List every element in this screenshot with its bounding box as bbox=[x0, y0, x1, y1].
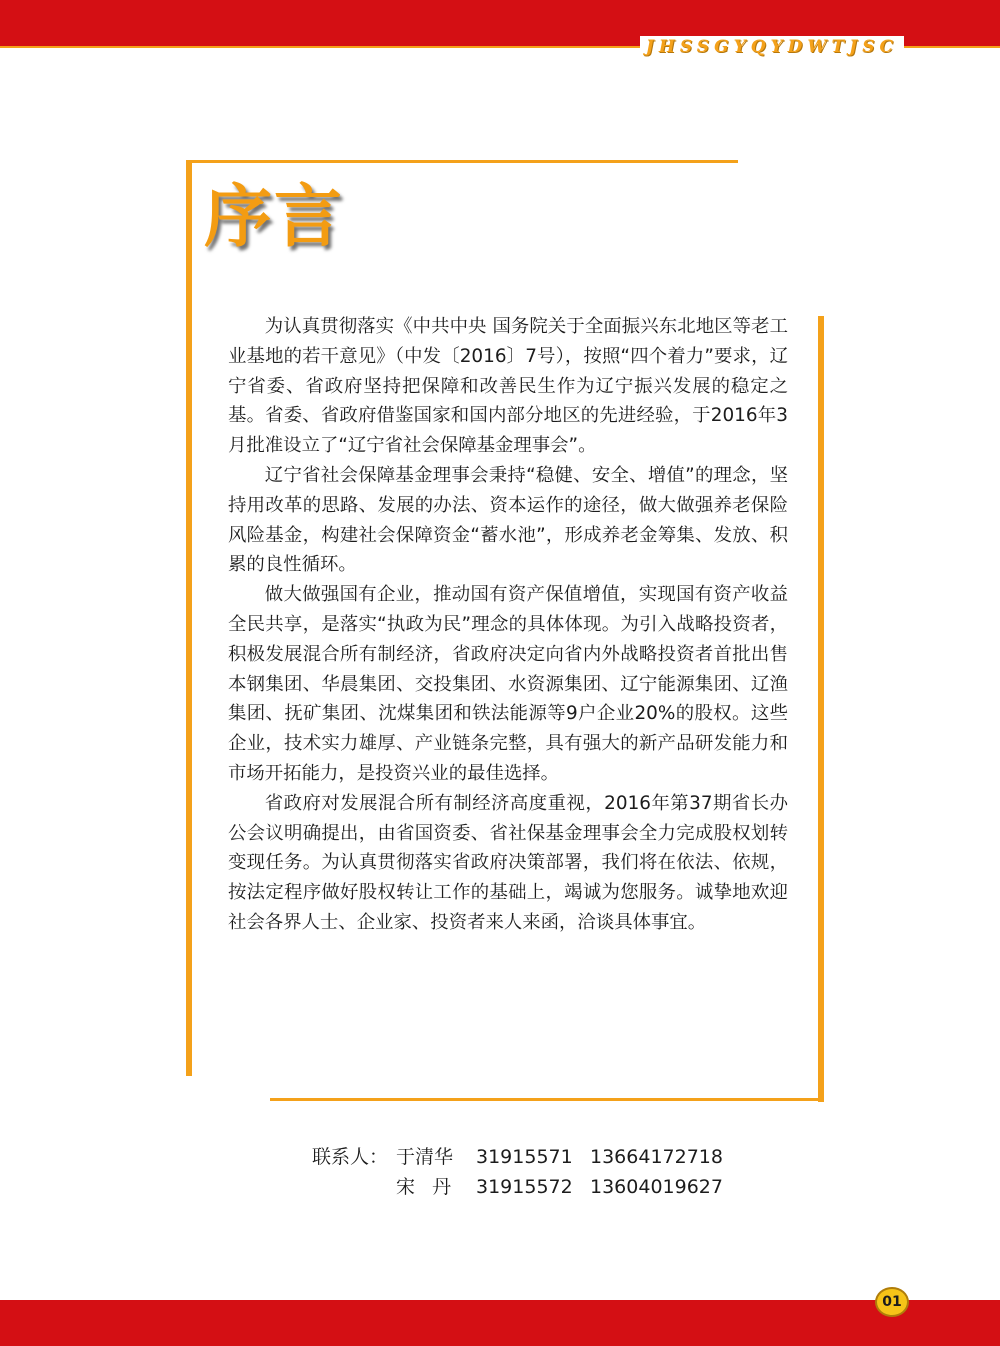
header-code: JHSSGYQYDWTJSC bbox=[640, 36, 904, 58]
contact-label-spacer bbox=[312, 1172, 396, 1202]
contact-phone: 31915572 bbox=[476, 1176, 573, 1198]
contact-name: 于清华 bbox=[396, 1146, 454, 1168]
frame-bottom-line bbox=[270, 1098, 824, 1101]
paragraph-3: 做大做强国有企业，推动国有资产保值增值，实现国有资产收益全民共享，是落实“执政为民”理念的具体体现。为引入战略投资者，积极发展混合所有制经济，省政府决定向省内外战略投资者首批出售本钢集团、华晨集团、交投集团、水资源集团、辽宁能源集团、辽渔集团、抚矿集团、沈煤集团和铁法能源等9户企业20%的股权。这些企业，技术实力雄厚、产业链条完整，具有强大的新产品研发能力和市场开拓能力，是投资兴业的最佳选择。 bbox=[228, 584, 788, 784]
frame-top-line bbox=[186, 160, 738, 163]
contact-label: 联系人： bbox=[312, 1146, 389, 1168]
page-title: 序言 bbox=[204, 178, 345, 257]
paragraph-1: 为认真贯彻落实《中共中央 国务院关于全面振兴东北地区等老工业基地的若干意见》（中发〔2016〕7号），按照“四个着力”要求，辽宁省委、省政府坚持把保障和改善民生作为辽宁振兴发展的稳定之基。省委、省政府借鉴国家和国内部分地区的先进经验，于2016年3月批准设立了“辽宁省社会保障基金理事会”。 bbox=[228, 316, 788, 457]
contact-phone: 31915571 bbox=[476, 1146, 573, 1168]
contact-mobile: 13664172718 bbox=[590, 1146, 723, 1168]
preface-body bbox=[228, 312, 788, 938]
frame-left-line bbox=[186, 160, 192, 1076]
paragraph-2: 辽宁省社会保障基金理事会秉持“稳健、安全、增值”的理念，坚持用改革的思路、发展的办法、资本运作的途径，做大做强养老保险风险基金，构建社会保障资金“蓄水池”，形成养老金筹集、发放、积累的良性循环。 bbox=[228, 464, 788, 576]
contact-mobile: 13604019627 bbox=[590, 1176, 723, 1198]
bottom-red-band bbox=[0, 1300, 1000, 1346]
page-number-badge: 01 bbox=[875, 1287, 909, 1317]
contact-row bbox=[312, 1142, 730, 1172]
paragraph-4: 省政府对发展混合所有制经济高度重视，2016年第37期省长办公会议明确提出，由省国资委、省社保基金理事会全力完成股权划转变现任务。为认真贯彻落实省政府决策部署，我们将在依法、依规，按法定程序做好股权转让工作的基础上，竭诚为您服务。诚挚地欢迎社会各界人士、企业家、投资者来人来函，洽谈具体事宜。 bbox=[228, 792, 788, 933]
contact-name: 宋丹 bbox=[396, 1176, 469, 1198]
contact-block bbox=[312, 1142, 730, 1202]
contact-row bbox=[312, 1172, 730, 1202]
frame-right-line bbox=[818, 316, 824, 1102]
